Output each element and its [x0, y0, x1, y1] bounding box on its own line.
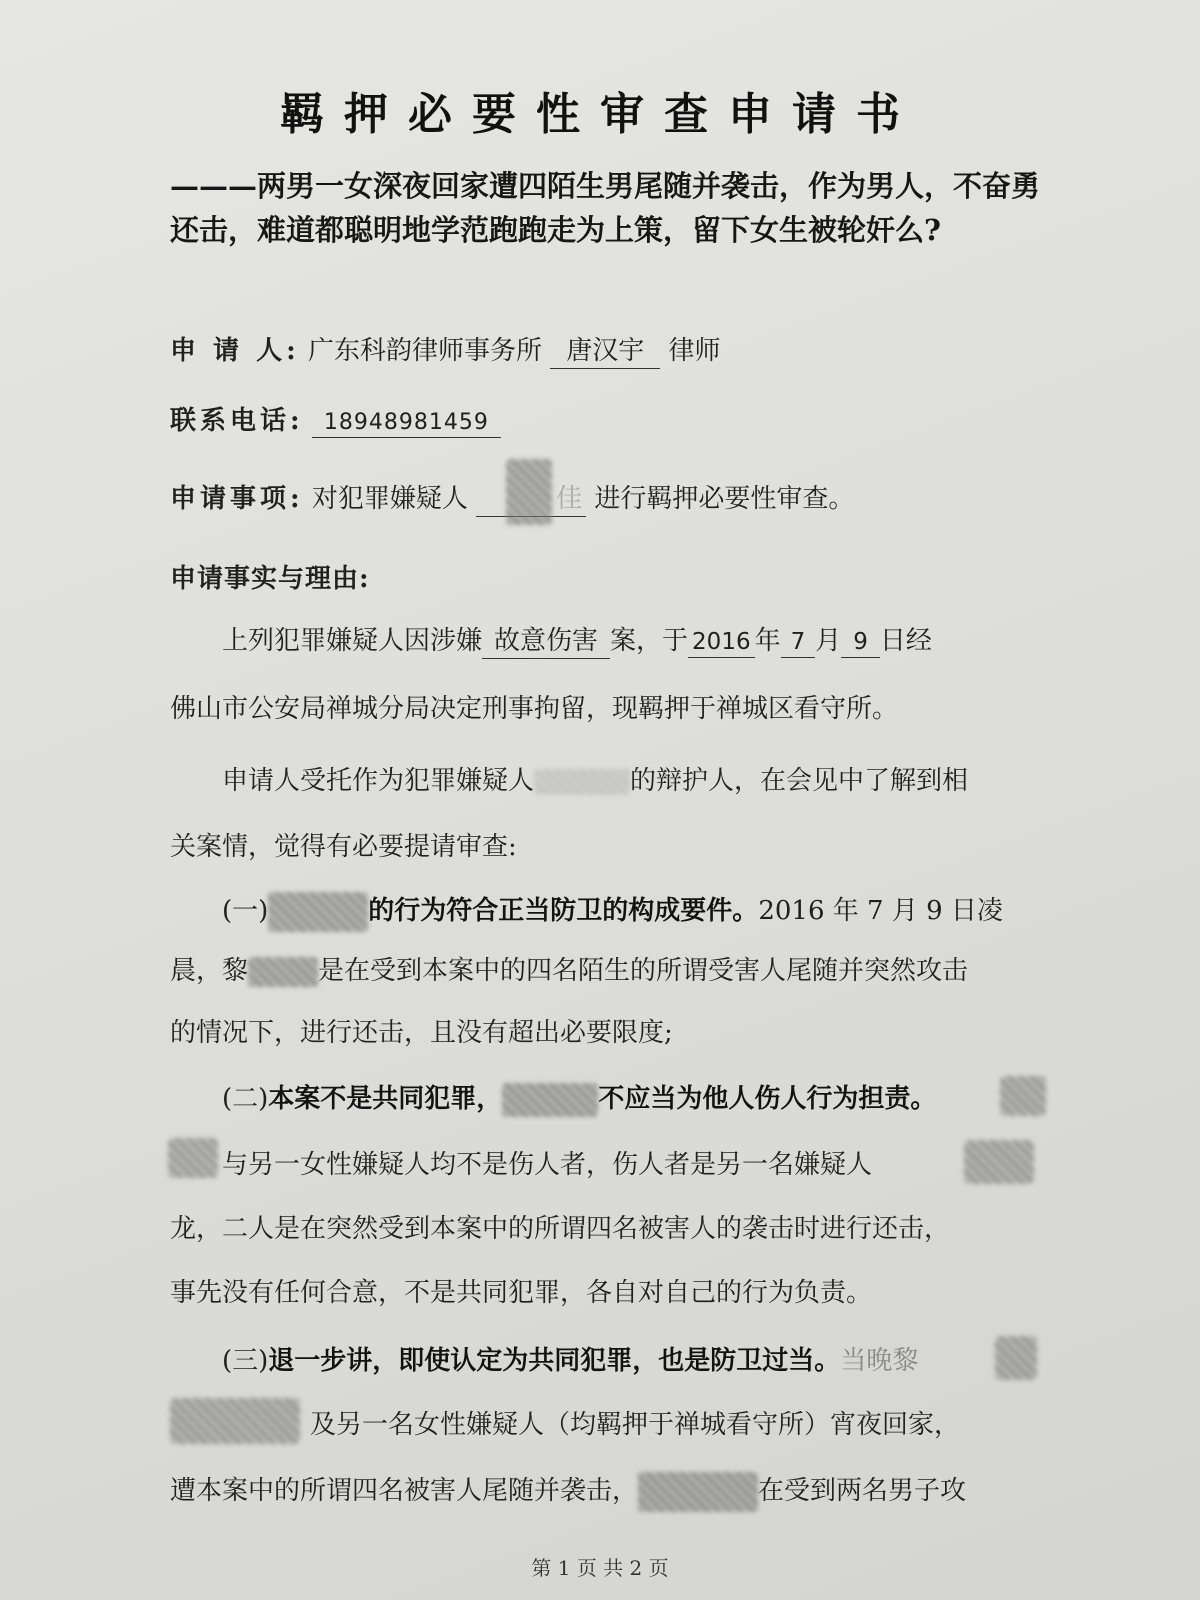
section-1-line-3: 的情况下，进行还击，且没有超出必要限度; [170, 1018, 673, 1048]
applicant-suffix: 律师 [668, 336, 721, 366]
matter-prefix: 对犯罪嫌疑人 [311, 484, 468, 514]
page-footer: 第 1 页 共 2 页 [531, 1556, 669, 1580]
phone-label: 联系电话: [170, 406, 304, 436]
case-day: 9 [841, 628, 880, 658]
section-3-number: (三) [222, 1346, 269, 1376]
section-3-heading: 退一步讲，即使认定为共同犯罪，也是防卫过当。 [268, 1346, 841, 1376]
facts-heading: 申请事实与理由: [170, 564, 370, 594]
section-2-line-4: 事先没有任何合意，不是共同犯罪，各自对自己的行为负责。 [170, 1278, 873, 1308]
suspect-name-redacted [476, 483, 586, 517]
case-type: 故意伤害 [482, 625, 610, 659]
section-2-line-2: 与另一女性嫌疑人均不是伤人者，伤人者是另一名嫌疑人 [222, 1150, 873, 1180]
paragraph-1-line-1: 上列犯罪嫌疑人因涉嫌 故意伤害 案，于 2016 年 7 月 9 日经 [222, 620, 932, 659]
redaction-mark [995, 1336, 1037, 1380]
redaction-mark [248, 957, 318, 987]
phone-line [170, 400, 501, 438]
phone-value: 18948981459 [312, 409, 501, 438]
redaction-mark [170, 1398, 300, 1444]
section-1-heading: 的行为符合正当防卫的构成要件。 [368, 896, 759, 926]
redaction-mark [638, 1472, 758, 1512]
redaction-mark [534, 769, 630, 795]
section-3-line-1: (三)退一步讲，即使认定为共同犯罪，也是防卫过当。当晚黎 [222, 1346, 919, 1376]
redaction-mark [268, 892, 368, 932]
applicant-name: 唐汉宇 [550, 335, 660, 369]
paragraph-2-line-2: 关案情，觉得有必要提请审查: [170, 832, 517, 862]
section-2-number: (二) [222, 1084, 269, 1114]
suspect-name-tail: 佳 [556, 484, 583, 514]
redaction-mark [168, 1138, 218, 1178]
document-title: 羁押必要性审查申请书 [280, 89, 920, 140]
paragraph-1-line-2: 佛山市公安局禅城分局决定刑事拘留，现羁押于禅城区看守所。 [170, 694, 899, 724]
matter-line [170, 478, 854, 517]
section-1-number: (一) [222, 896, 269, 926]
section-3-line-3: 遭本案中的所谓四名被害人尾随并袭击， 在受到两名男子攻 [170, 1470, 966, 1512]
section-3-line-2: 及另一名女性嫌疑人（均羁押于禅城看守所）宵夜回家， [310, 1410, 961, 1440]
section-2-line-3: 龙，二人是在突然受到本案中的所谓四名被害人的袭击时进行还击， [170, 1214, 951, 1244]
applicant-line [170, 330, 721, 369]
redaction-mark [1000, 1076, 1046, 1116]
case-month: 7 [781, 628, 816, 658]
matter-label: 申请事项: [170, 484, 304, 514]
redaction-mark [502, 1083, 598, 1117]
document-subtitle: ———两男一女深夜回家遭四陌生男尾随并袭击，作为男人，不奋勇还击，难道都聪明地学范跑跑走为上策，留下女生被轮奸么? [170, 169, 1041, 247]
applicant-firm: 广东科韵律师事务所 [307, 336, 542, 366]
redaction-mark [506, 459, 552, 525]
section-1-line-1: (一) 的行为符合正当防卫的构成要件。2016 年 7 月 9 日凌 [222, 890, 1003, 932]
applicant-label: 申 请 人: [170, 336, 300, 366]
section-1-line-2: 晨，黎 是在受到本案中的四名陌生的所谓受害人尾随并突然攻击 [170, 956, 969, 986]
redaction-mark [964, 1140, 1034, 1184]
section-2-line-1: (二)本案不是共同犯罪， 不应当为他人伤人行为担责。 [222, 1078, 936, 1117]
matter-suffix: 进行羁押必要性审查。 [594, 484, 855, 514]
paragraph-2-line-1: 申请人受托作为犯罪嫌疑人 的辩护人，在会见中了解到相 [222, 766, 969, 796]
case-year: 2016 [688, 628, 755, 658]
